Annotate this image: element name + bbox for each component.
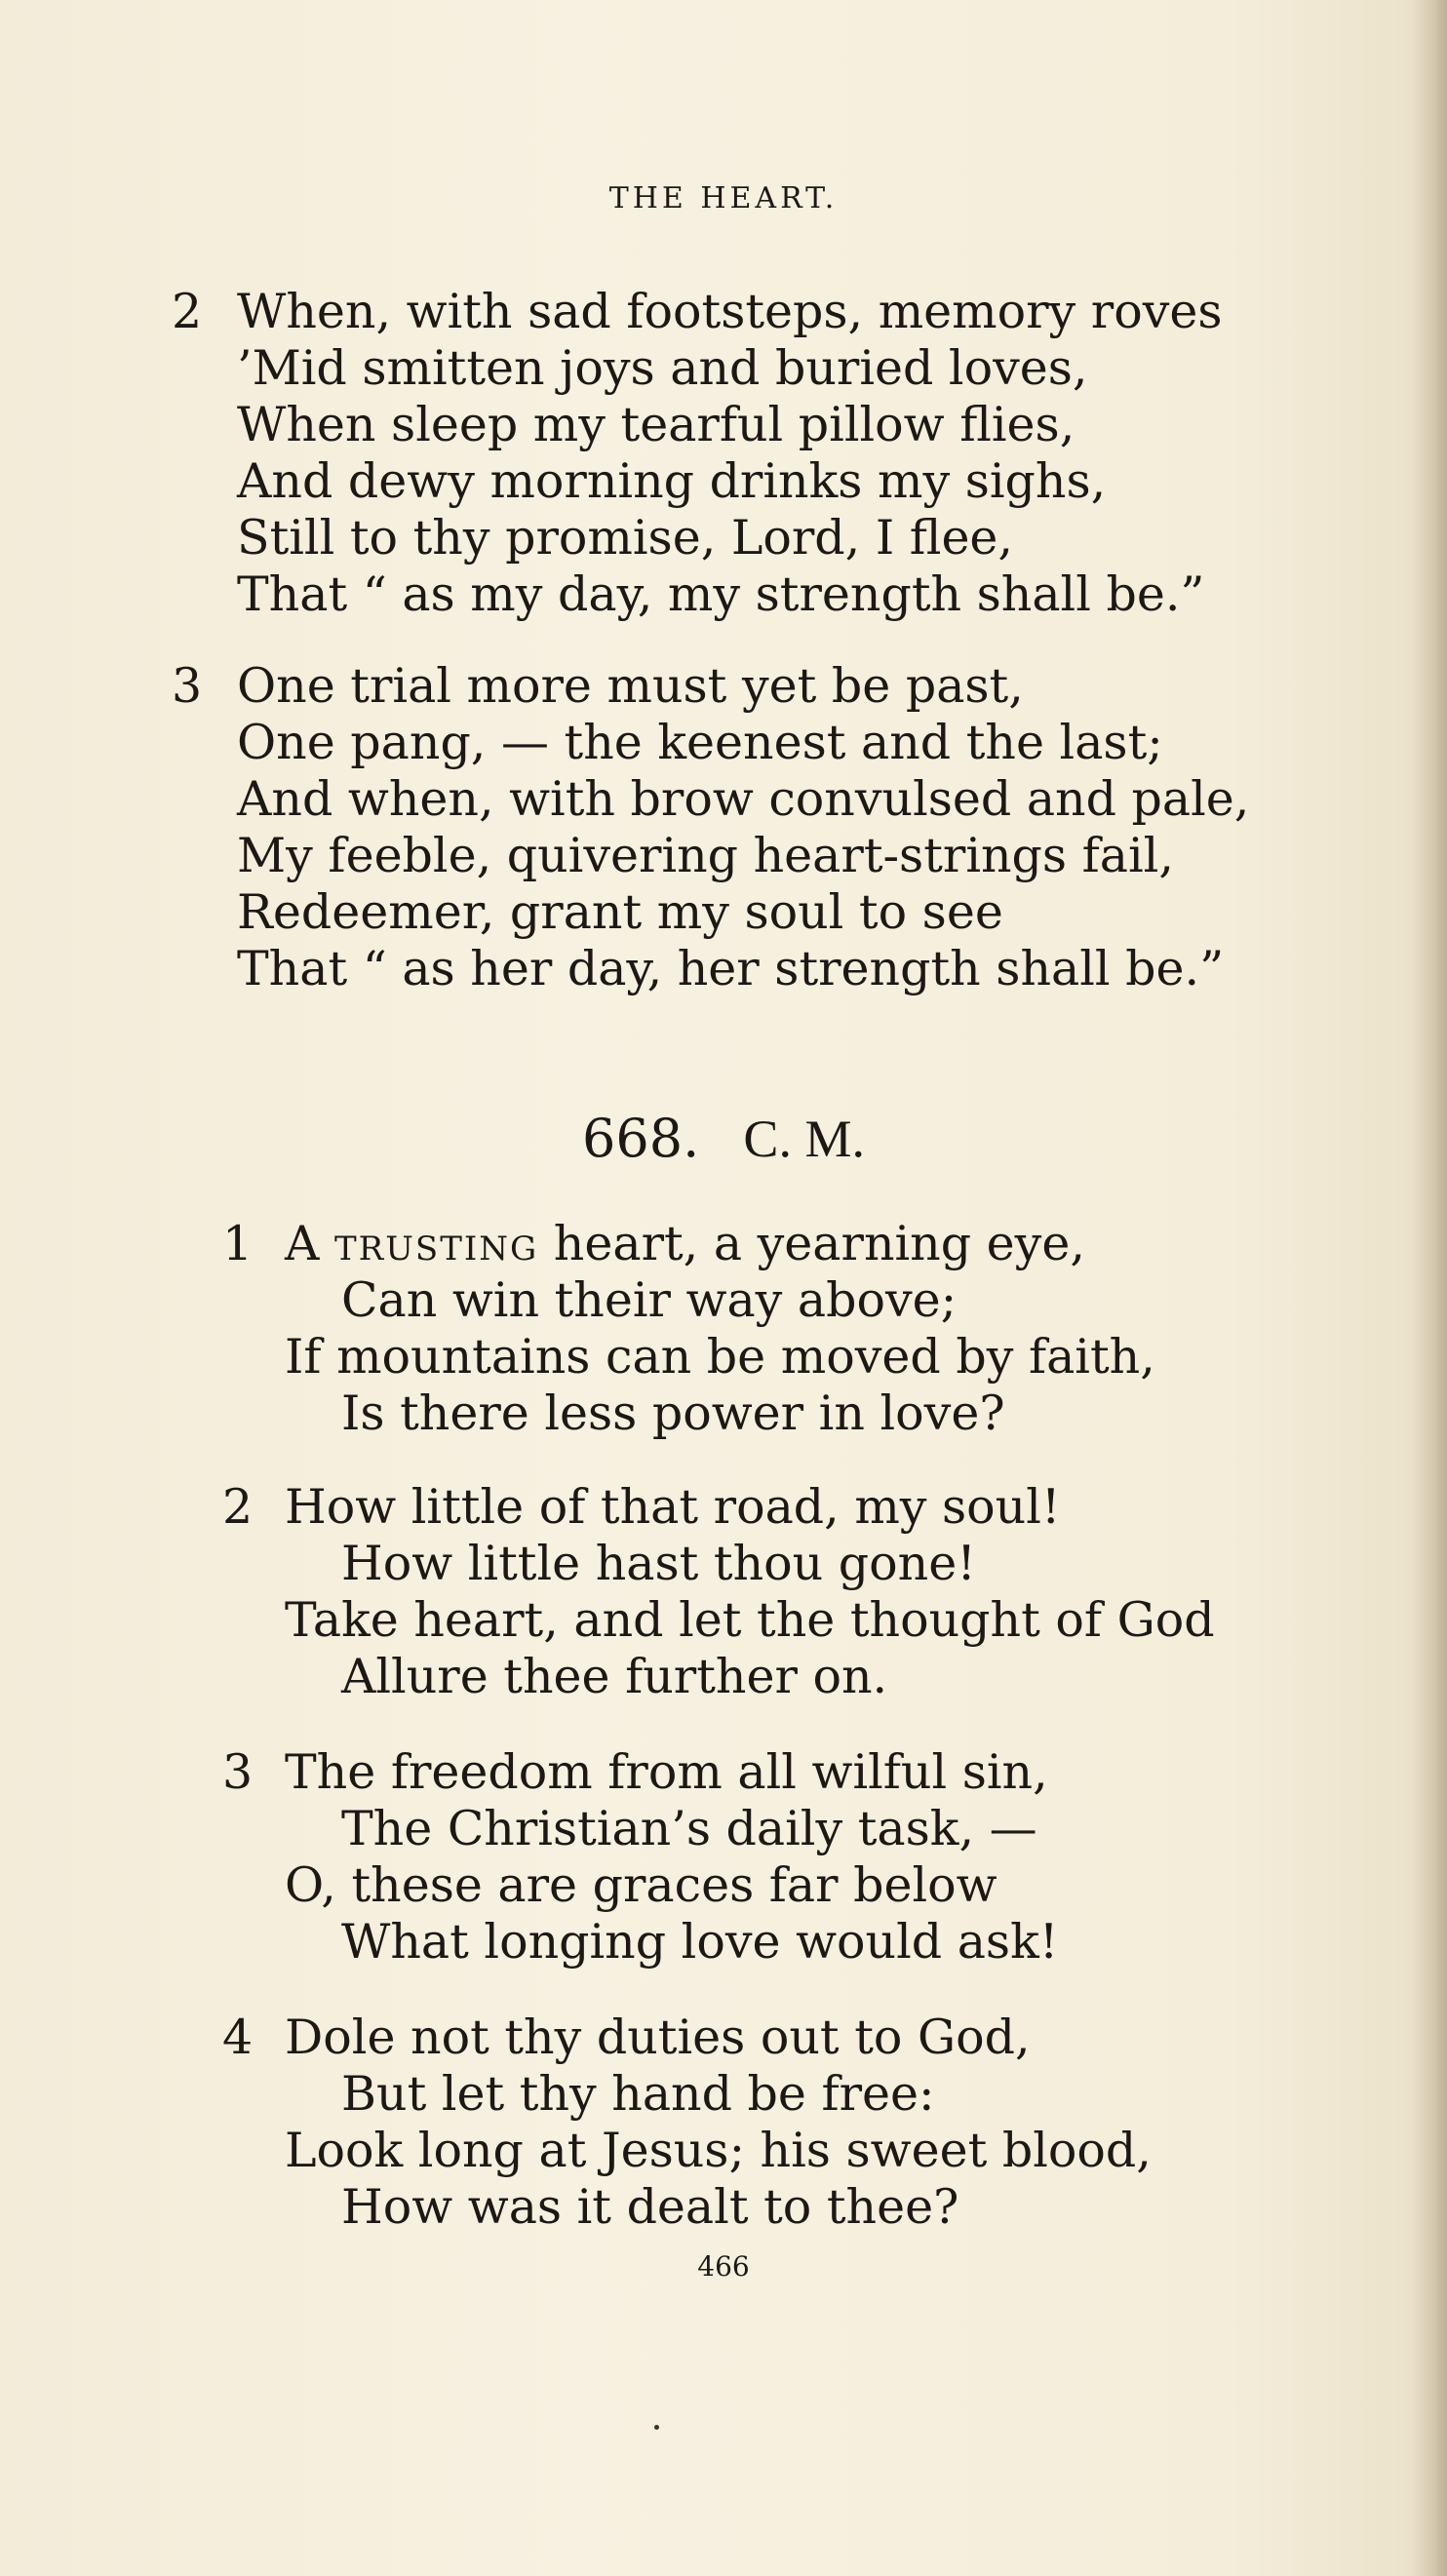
- verse-line: And when, with brow convulsed and pale,: [237, 771, 1250, 827]
- verse-line: The freedom from all wilful sin,: [285, 1744, 1048, 1800]
- verse-first-line: [285, 1217, 1085, 1271]
- running-header: THE HEART.: [608, 181, 839, 215]
- verse-number: 2: [222, 1479, 254, 1535]
- ink-speck: [654, 2425, 659, 2430]
- verse-line: And dewy morning drinks my sighs,: [237, 453, 1107, 509]
- verse-line: Still to thy promise, Lord, I flee,: [237, 510, 1014, 566]
- page-edge-shadow: [1412, 0, 1447, 2576]
- hymn-heading: [0, 1110, 1447, 1168]
- verse-line: Dole not thy duties out to God,: [285, 2010, 1031, 2065]
- verse-number: 4: [222, 2010, 254, 2065]
- verse-line: But let thy hand be free:: [341, 2066, 935, 2122]
- verse-line: How was it dealt to thee?: [341, 2179, 959, 2235]
- hymn-number: 668.: [582, 1108, 700, 1169]
- verse-line: Can win their way above;: [341, 1272, 958, 1328]
- smallcaps-word: trusting: [333, 1216, 539, 1271]
- page-number: 466: [697, 2250, 750, 2283]
- verse-line: One trial more must yet be past,: [237, 658, 1024, 714]
- verse-line: Allure thee further on.: [341, 1649, 888, 1704]
- verse-line: How little of that road, my soul!: [285, 1479, 1061, 1535]
- verse-line: O, these are graces far below: [285, 1857, 997, 1913]
- verse-line: If mountains can be moved by faith,: [285, 1329, 1155, 1385]
- first-line-rest: heart, a yearning eye,: [553, 1216, 1085, 1271]
- verse-line: Redeemer, grant my soul to see: [237, 884, 1003, 940]
- verse-number: 2: [172, 284, 203, 339]
- first-word: A: [285, 1216, 320, 1271]
- verse-line: When sleep my tearful pillow flies,: [237, 397, 1075, 452]
- verse-number: 1: [222, 1216, 254, 1271]
- verse-number: 3: [172, 658, 203, 714]
- verse-line: When, with sad footsteps, memory roves: [237, 284, 1223, 339]
- verse-line: The Christian’s daily task, —: [341, 1801, 1037, 1856]
- verse-line: My feeble, quivering heart-strings fail,: [237, 828, 1174, 883]
- verse-line: Take heart, and let the thought of God: [285, 1592, 1215, 1648]
- verse-line: ’Mid smitten joys and buried loves,: [237, 340, 1088, 396]
- verse-line: That “ as her day, her strength shall be.”: [237, 941, 1225, 996]
- hymn-meter: C. M.: [743, 1110, 865, 1168]
- verse-line: Look long at Jesus; his sweet blood,: [285, 2123, 1152, 2178]
- verse-line: One pang, — the keenest and the last;: [237, 715, 1163, 770]
- verse-number: 3: [222, 1744, 254, 1800]
- verse-line: What longing love would ask!: [341, 1914, 1059, 1970]
- verse-line: Is there less power in love?: [341, 1386, 1005, 1441]
- verse-line: That “ as my day, my strength shall be.”: [237, 566, 1205, 622]
- verse-line: How little hast thou gone!: [341, 1536, 976, 1591]
